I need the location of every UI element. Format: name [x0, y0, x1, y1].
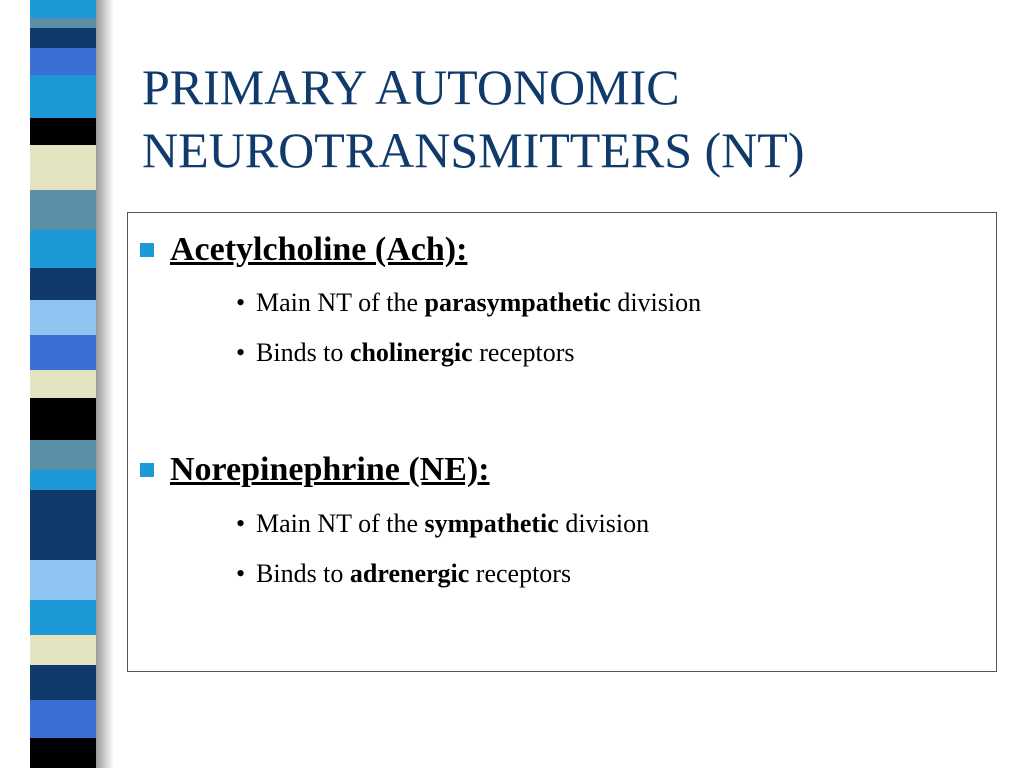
- stripe-block: [30, 145, 96, 190]
- bullet-item: [236, 336, 574, 370]
- slide-title: [142, 56, 1002, 182]
- bullet-text: Main NT of the: [256, 288, 425, 317]
- bullet-text: receptors: [472, 338, 575, 367]
- stripe-block: [30, 665, 96, 700]
- stripe-block: [30, 398, 96, 440]
- dot-bullet-icon: •: [236, 288, 246, 317]
- stripe-block: [30, 738, 96, 768]
- dot-bullet-icon: •: [236, 338, 246, 367]
- stripe-block: [30, 600, 96, 635]
- stripe-block: [30, 268, 96, 300]
- stripe-block: [30, 75, 96, 118]
- stripe-block: [30, 118, 96, 145]
- stripe-block: [30, 18, 96, 28]
- dot-bullet-icon: •: [236, 509, 246, 538]
- title-line-1: PRIMARY AUTONOMIC: [142, 59, 680, 115]
- stripe-block: [30, 700, 96, 738]
- stripe-block: [30, 490, 96, 510]
- section-heading-text: Norepinephrine (NE):: [170, 451, 490, 488]
- stripe-block: [30, 370, 96, 398]
- stripe-block: [30, 440, 96, 470]
- title-line-2: NEUROTRANSMITTERS (NT): [142, 122, 805, 178]
- bullet-text: Binds to: [256, 338, 350, 367]
- bullet-bold-term: adrenergic: [349, 559, 470, 588]
- bullet-text: division: [610, 288, 702, 317]
- bullet-text: receptors: [469, 559, 572, 588]
- stripe-block: [30, 300, 96, 335]
- stripe-block: [30, 560, 96, 600]
- bullet-bold-term: cholinergic: [349, 338, 473, 367]
- dot-bullet-icon: •: [236, 559, 246, 588]
- stripe-block: [30, 470, 96, 490]
- stripe-block: [30, 510, 96, 560]
- stripe-block: [30, 190, 96, 230]
- bullet-bold-term: parasympathetic: [424, 288, 611, 317]
- stripe-block: [30, 635, 96, 665]
- section-heading-acetylcholine: [140, 227, 467, 273]
- bullet-text: Main NT of the: [256, 509, 425, 538]
- decorative-stripe-bar: [30, 0, 96, 768]
- square-bullet-icon: [140, 463, 154, 477]
- bullet-bold-term: sympathetic: [424, 509, 559, 538]
- stripe-block: [30, 28, 96, 48]
- stripe-block: [30, 230, 96, 268]
- stripe-block: [30, 48, 96, 75]
- bullet-item: [236, 557, 571, 591]
- square-bullet-icon: [140, 243, 154, 257]
- bullet-text: division: [558, 509, 650, 538]
- stripe-block: [30, 335, 96, 370]
- content-box: [127, 212, 997, 672]
- bullet-item: [236, 507, 649, 541]
- stripe-bar-shadow: [96, 0, 114, 768]
- section-heading-norepinephrine: [140, 447, 490, 493]
- section-heading-text: Acetylcholine (Ach):: [170, 231, 468, 268]
- stripe-block: [30, 0, 96, 18]
- bullet-item: [236, 286, 701, 320]
- bullet-text: Binds to: [256, 559, 350, 588]
